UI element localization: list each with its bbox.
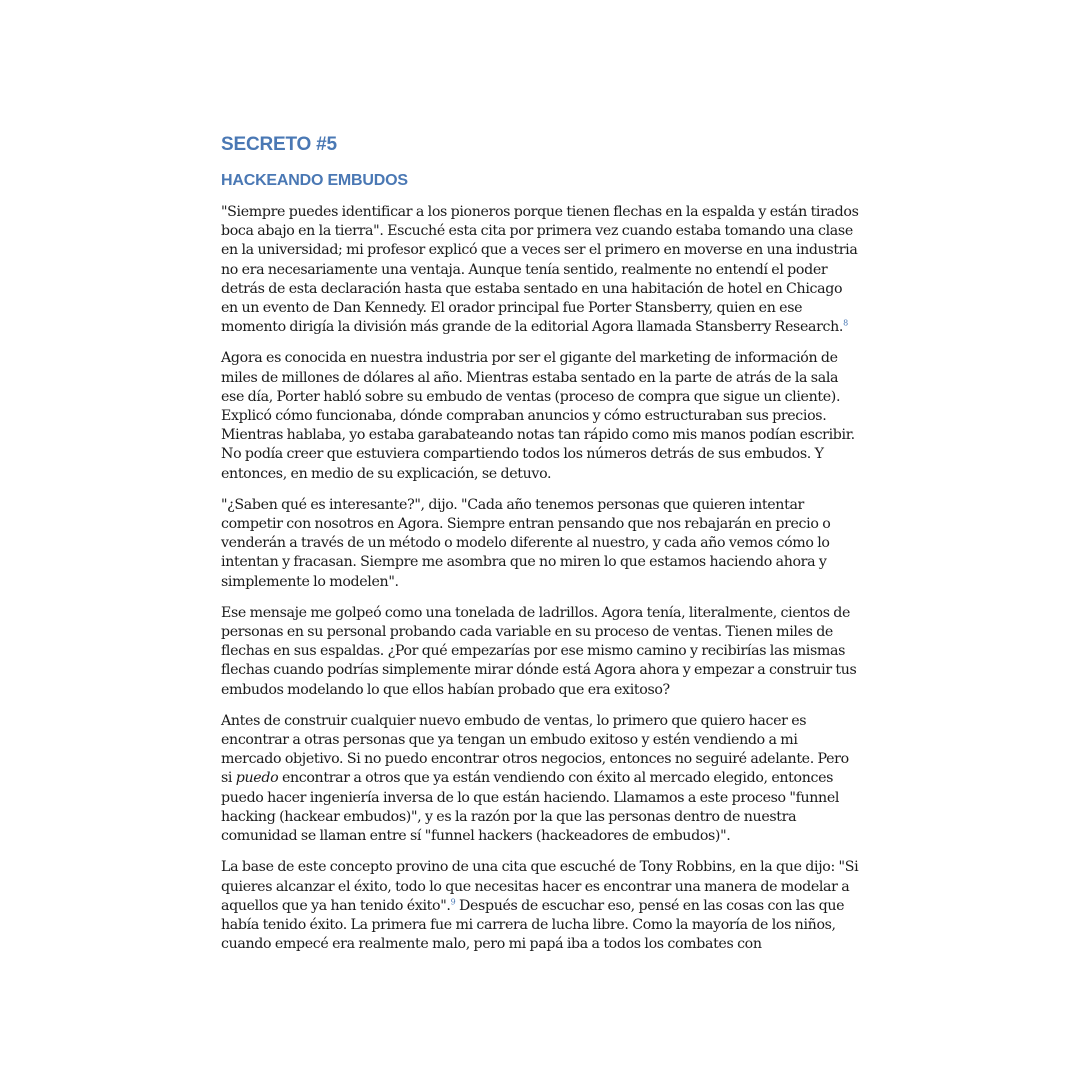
footnote-ref-8[interactable]: 8 [843, 318, 848, 328]
paragraph-6 [221, 858, 861, 954]
paragraph-3: "¿Saben qué es interesante?", dijo. "Cada año tenemos personas que quieren intentar competir con nosotros en Agora. Siempre entran pensando que nos rebajarán en precio o venderán a través de un método o modelo diferente al nuestro, y cada año vemos cómo lo intentan y fracasan. Siempre me asombra que no miren lo que estamos haciendo ahora y simplemente lo modelen". [221, 496, 831, 590]
chapter-title: SECRETO #5 [221, 134, 337, 155]
paragraph-5-emphasis: puedo [235, 770, 279, 787]
document-page [221, 133, 861, 966]
paragraph-4: Ese mensaje me golpeó como una tonelada de ladrillos. Agora tenía, literalmente, cientos de personas en su personal probando cada variable en su proceso de ventas. Tienen miles de flechas en sus espaldas. ¿Por qué empezarías por ese mismo camino y recibirías las mismas flechas cuando podrías simplemente mirar dónde está Agora ahora y empezar a construir tus embudos modelando lo que ellos habían probado que era exitoso? [221, 604, 857, 698]
paragraph-5 [221, 712, 861, 846]
paragraph-1-text: "Siempre puedes identificar a los pioneros porque tienen flechas en la espalda y están tirados boca abajo en la tierra". Escuché esta cita por primera vez cuando estaba tomando una clase en la universidad; mi profesor explicó que a veces ser el primero en moverse en una industria no era necesariamente una ventaja. Aunque tenía sentido, realmente no entendí el poder detrás de esta declaración hasta que estaba sentado en una habitación de hotel en Chicago en un evento de Dan Kennedy. El orador principal fue Porter Stansberry, quien en ese momento dirigía la división más grande de la editorial Agora llamada Stansberry Research. [221, 204, 859, 336]
paragraph-2: Agora es conocida en nuestra industria por ser el gigante del marketing de información de miles de millones de dólares al año. Mientras estaba sentado en la parte de atrás de la sala ese día, Porter habló sobre su embudo de ventas (proceso de compra que sigue un cliente). Explicó cómo funcionaba, dónde compraban anuncios y cómo estructuraban sus precios. Mientras hablaba, yo estaba garabateando notas tan rápido como mis manos podían escribir. No podía creer que estuviera compartiendo todos los números detrás de sus embudos. Y entonces, en medio de su explicación, se detuvo. [221, 350, 855, 482]
paragraph-6-text-a: La base de este concepto provino de una cita que escuché de Tony Robbins, en la que dijo: "Si quieres alcanzar el éxito, todo lo que necesitas hacer es encontrar una manera de modelar a aquellos que ya han tenido éxito". [221, 859, 859, 914]
footnote-ref-9[interactable]: 9 [450, 896, 456, 906]
chapter-subtitle: HACKEANDO EMBUDOS [221, 172, 408, 189]
paragraph-6-text-b: Después de escuchar eso, pensé en las cosas con las que había tenido éxito. La primera fue mi carrera de lucha libre. Como la mayoría de los niños, cuando empecé era realmente malo, pero mi papá iba a todos los combates con [221, 897, 845, 953]
paragraph-5-text-a: Antes de construir cualquier nuevo embudo de ventas, lo primero que quiero hacer es encontrar a otras personas que ya tengan un embudo exitoso y estén vendiendo a mi mercado objetivo. Si no puedo encontrar otros negocios, entonces no seguiré adelante. Pero si [221, 712, 849, 787]
paragraph-5-text-b: encontrar a otros que ya están vendiendo con éxito al mercado elegido, entonces puedo hacer ingeniería inversa de lo que están haciendo. Llamamos a este proceso "funnel hacking (hackear embudos)", y es la razón por la que las personas dentro de nuestra comunidad se llaman entre sí "funnel hackers (hackeadores de embudos)". [221, 770, 840, 845]
paragraph-1 [221, 203, 861, 337]
